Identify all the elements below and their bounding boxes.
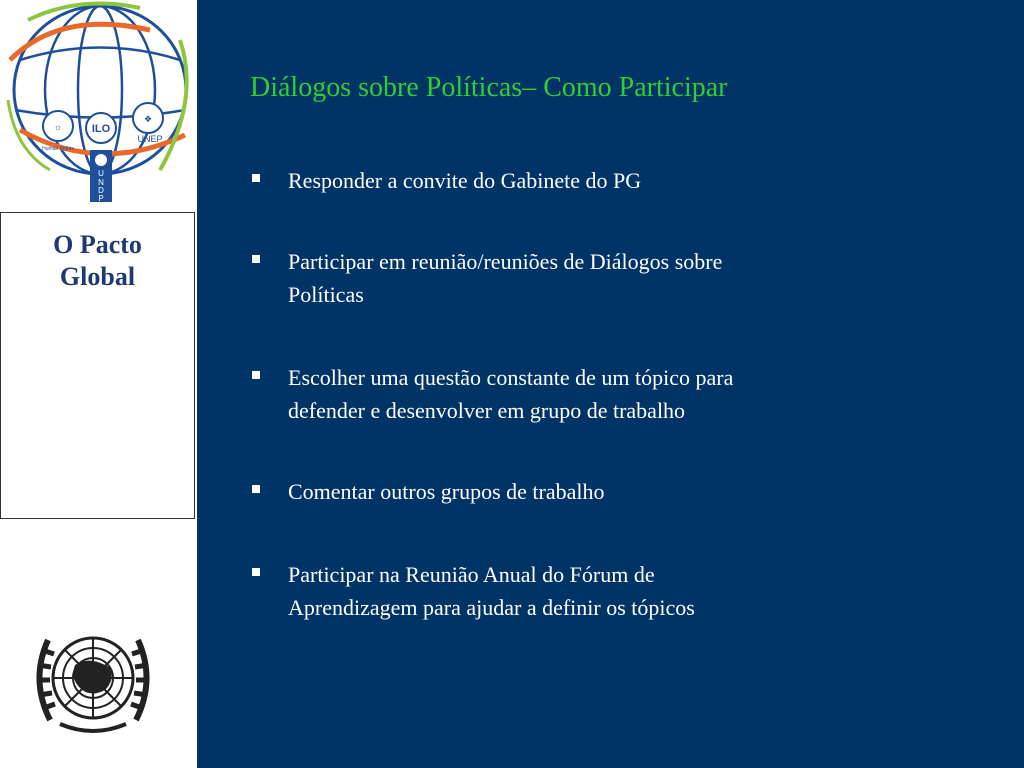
svg-text:P: P — [98, 194, 104, 203]
bullet-text-line-1: Participar em reunião/reuniões de Diálogos sobre — [288, 249, 723, 274]
bullet-list — [252, 164, 892, 624]
svg-text:ILO: ILO — [91, 123, 111, 135]
bullet-text-line-2: defender e desenvolver em grupo de trabalho — [288, 398, 686, 423]
slide-content — [197, 0, 1024, 768]
svg-text:D: D — [98, 186, 104, 195]
bullet-square-icon — [252, 371, 260, 379]
bullet-text-line-1: Participar na Reunião Anual do Fórum de — [288, 562, 655, 587]
sidebar-title-line-2: Global — [59, 262, 136, 291]
bullet-square-icon — [252, 255, 260, 263]
sidebar — [0, 0, 197, 768]
svg-text:❖: ❖ — [143, 114, 153, 124]
svg-text:☼: ☼ — [53, 122, 63, 132]
bullet-text-line-2: Aprendizagem para ajudar a definir os tópicos — [288, 595, 695, 620]
sidebar-title-line-1: O Pacto — [53, 230, 142, 259]
sidebar-title-box — [0, 212, 195, 519]
svg-text:UNEP: UNEP — [137, 134, 163, 144]
bullet-text-line-2: Políticas — [288, 282, 364, 307]
svg-text:Human Rights: Human Rights — [42, 146, 74, 152]
bullet-text-line-1: Responder a convite do Gabinete do PG — [288, 168, 642, 193]
bullet-square-icon — [252, 174, 260, 182]
list-item — [252, 558, 892, 624]
list-item — [252, 361, 892, 427]
global-compact-logo — [0, 0, 197, 205]
list-item — [252, 245, 892, 311]
list-item — [252, 475, 892, 508]
svg-text:U: U — [98, 169, 104, 178]
slide-title: Diálogos sobre Políticas– Como Participar — [250, 72, 728, 103]
list-item — [252, 164, 892, 197]
bullet-square-icon — [252, 568, 260, 576]
bullet-text-line-1: Escolher uma questão constante de um tópico para — [288, 365, 734, 390]
sidebar-title — [1, 229, 194, 293]
un-emblem-icon — [20, 620, 166, 742]
svg-text:N: N — [98, 178, 104, 187]
bullet-square-icon — [252, 485, 260, 493]
bullet-text-line-1: Comentar outros grupos de trabalho — [288, 479, 605, 504]
